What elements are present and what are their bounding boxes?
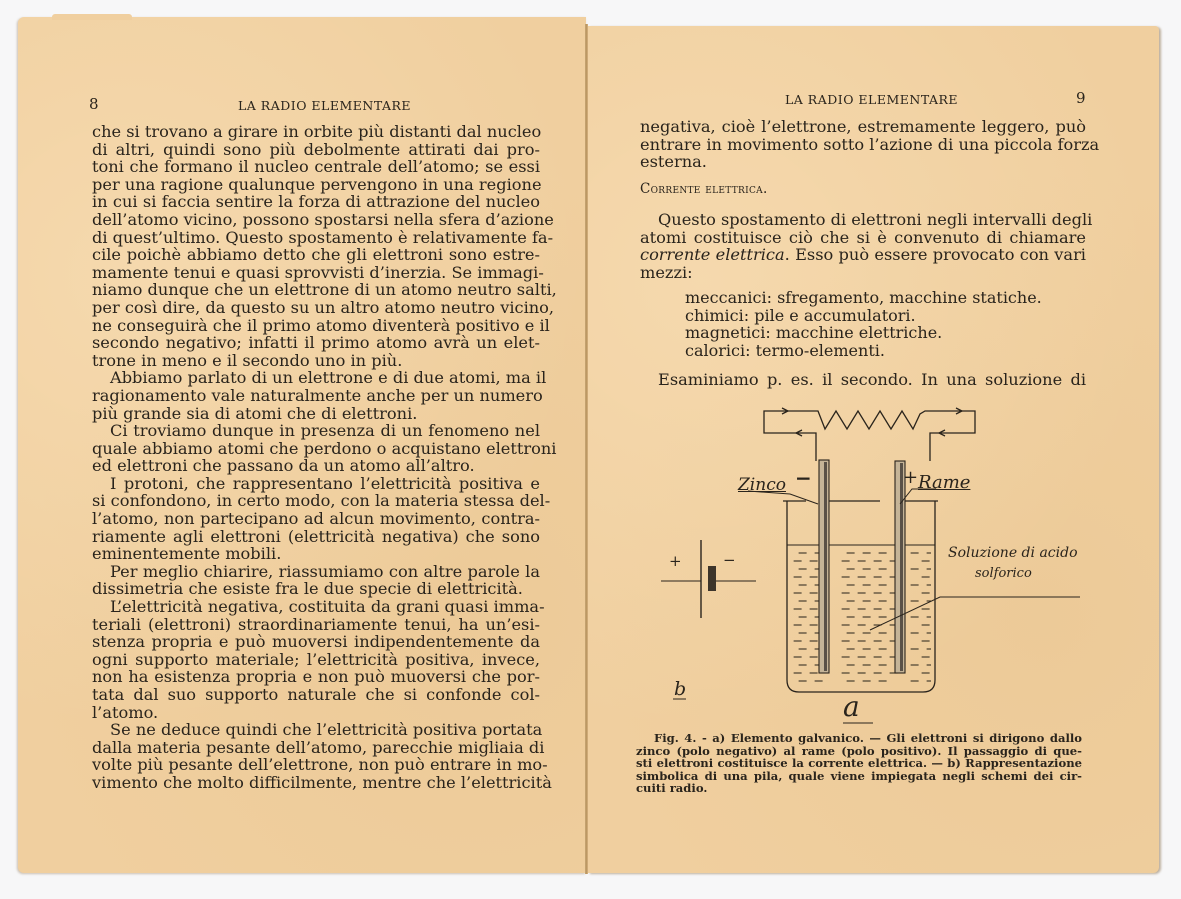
text-line: ne conseguirà che il primo atomo diventerà positivo e il bbox=[92, 315, 550, 335]
text-line: negativa, cioè l’elettrone, estremamente leggero, può bbox=[640, 117, 1086, 136]
text-line: ragionamento vale naturalmente anche per un numero bbox=[92, 385, 543, 405]
text-line: toni che formano il nucleo centrale dell’atomo; se essi bbox=[92, 157, 540, 177]
list-item: meccanici: sfregamento, macchine statiche. bbox=[685, 288, 1042, 307]
book-gutter bbox=[585, 24, 588, 874]
text-line: l’atomo. bbox=[92, 702, 159, 722]
circuit-wire-left bbox=[764, 411, 816, 461]
text-line: L’elettricità negativa, costituita da grani quasi imma- bbox=[110, 597, 545, 617]
text-line: si confondono, in certo modo, con la materia stessa del- bbox=[92, 491, 551, 511]
list-item: calorici: termo-elementi. bbox=[685, 340, 885, 360]
caption-line: cuiti radio. bbox=[636, 781, 708, 796]
text-line: riamente agli elettroni (elettricità negativa) che sono bbox=[92, 526, 540, 546]
battery-minus-label: − bbox=[723, 551, 736, 569]
label-b: b bbox=[674, 678, 687, 700]
text-line: dalla materia pesante dell’atomo, parecchie migliaia di bbox=[92, 737, 545, 757]
label-solution: Soluzione di acido bbox=[948, 545, 1078, 561]
text-line: niamo dunque che un elettrone di un atomo neutro salti, bbox=[92, 280, 557, 300]
text-line: in cui si faccia sentire la forza di attrazione del nucleo bbox=[92, 192, 540, 212]
figure-caption bbox=[636, 732, 1082, 795]
label-a: a bbox=[843, 690, 860, 723]
after-list-text bbox=[640, 371, 1086, 389]
text-line: stenza propria e può muoversi indipendentemente da bbox=[92, 632, 540, 652]
right-running-head: LA RADIO ELEMENTARE bbox=[785, 92, 959, 107]
right-page-number: 9 bbox=[1076, 89, 1086, 107]
text-line: più grande sia di atomi che di elettroni. bbox=[92, 403, 418, 423]
text-line: l’atomo, non partecipano ad alcun movimento, contra- bbox=[92, 509, 540, 529]
text-line: per così dire, da questo su un altro atomo neutro vicino, bbox=[92, 297, 555, 317]
label-copper: Rame bbox=[918, 472, 971, 493]
list-item: magnetici: macchine elettriche. bbox=[685, 323, 943, 343]
list-item: chimici: pile e accumulatori. bbox=[685, 305, 916, 325]
text-line: dell’atomo vicino, possono spostarsi nella sfera d’azione bbox=[92, 209, 554, 229]
resistor-icon bbox=[810, 411, 975, 461]
text-line: secondo negativo; infatti il primo atomo avrà un elet- bbox=[92, 333, 540, 353]
section-heading: Corrente elettrica. bbox=[640, 181, 768, 197]
caption-line: simbolica di una pila, quale viene impiegata negli schemi dei cir- bbox=[636, 768, 1082, 783]
text-line: esterna. bbox=[640, 152, 707, 172]
text-line: cile poichè abbiamo detto che gli elettroni sono estre- bbox=[92, 245, 540, 265]
text-line: Esaminiamo p. es. il secondo. In una soluzione di bbox=[658, 370, 1086, 389]
caption-line: sti elettroni costituisce la corrente elettrica. — b) Rappresentazione bbox=[636, 756, 1082, 771]
beaker-icon bbox=[787, 501, 935, 692]
galvanic-cell-figure bbox=[640, 400, 1100, 725]
battery-negative-plate bbox=[708, 566, 716, 591]
left-body-text bbox=[92, 122, 557, 792]
text-line: dissimetria che esiste fra le due specie di elettricità. bbox=[92, 579, 523, 599]
text-line: ed elettroni che passano da un atomo all’altro. bbox=[92, 456, 475, 476]
caption-line: zinco (polo negativo) al rame (polo positivo). Il passaggio di que- bbox=[636, 743, 1082, 758]
text-line: entrare in movimento sotto l’azione di una piccola forza bbox=[640, 134, 1100, 154]
text-line: ogni supporto materiale; l’elettricità positiva, invece, bbox=[92, 649, 540, 669]
text-line: vimento che molto difficilmente, mentre che l’elettricità bbox=[92, 772, 552, 792]
label-zinc: Zinco bbox=[738, 475, 786, 495]
text-line: eminentemente mobili. bbox=[92, 544, 282, 564]
text-line: Se ne deduce quindi che l’elettricità positiva portata bbox=[110, 720, 543, 740]
text-line: quale abbiamo atomi che perdono o acquistano elettroni bbox=[92, 438, 557, 458]
left-running-head: LA RADIO ELEMENTARE bbox=[238, 98, 412, 113]
text-fragment: . Esso può essere provocato con vari bbox=[784, 245, 1086, 265]
text-line: che si trovano a girare in orbite più distanti dal nucleo bbox=[92, 122, 542, 141]
text-line: per una ragione qualunque pervengono in una regione bbox=[92, 174, 542, 194]
text-line: Ci troviamo dunque in presenza di un fenomeno nel bbox=[110, 421, 540, 441]
text-line: Questo spostamento di elettroni negli intervalli degli bbox=[658, 210, 1093, 229]
text-line: di quest’ultimo. Questo spostamento è relativamente fa- bbox=[92, 227, 554, 247]
left-page-number: 8 bbox=[89, 95, 99, 113]
text-line: tata dal suo supporto naturale che si confonde col- bbox=[92, 685, 540, 704]
right-paragraph bbox=[640, 210, 1093, 282]
label-solution-2: solforico bbox=[975, 566, 1032, 581]
text-line: di altri, quindi sono più debolmente attirati dai pro- bbox=[92, 139, 540, 159]
text-line: mamente tenui e quasi sprovvisti d’inerzia. Se immagi- bbox=[92, 262, 544, 282]
text-line: Abbiamo parlato di un elettrone e di due atomi, ma il bbox=[110, 368, 547, 388]
page-fold bbox=[52, 14, 132, 20]
text-line: mezzi: bbox=[640, 262, 693, 282]
battery-plus-label: + bbox=[669, 552, 682, 570]
italic-term: corrente elettrica bbox=[640, 245, 785, 265]
text-line: teriali (elettroni) straordinariamente tenui, ha un’esi- bbox=[92, 614, 540, 634]
text-line: atomi costituisce ciò che si è convenuto di chiamare bbox=[640, 227, 1086, 247]
text-line: Per meglio chiarire, riassumiamo con altre parole la bbox=[110, 561, 540, 581]
text-line: volte più pesante dell’elettrone, non può entrare in mo- bbox=[92, 755, 548, 775]
acid-solution bbox=[794, 553, 931, 681]
text-line: trone in meno e il secondo uno in più. bbox=[92, 350, 403, 370]
text-line bbox=[640, 246, 1086, 264]
label-negative-sign: − bbox=[795, 466, 812, 490]
text-line: I protoni, che rappresentano l’elettricità positiva e bbox=[110, 473, 540, 493]
text-line: non ha esistenza propria e non può muoversi che por- bbox=[92, 667, 540, 687]
label-positive-sign: + bbox=[903, 467, 919, 488]
caption-line: Fig. 4. - a) Elemento galvanico. — Gli elettroni si dirigono dallo bbox=[654, 731, 1082, 745]
right-intro-text bbox=[640, 117, 1100, 172]
means-list bbox=[685, 289, 1042, 359]
